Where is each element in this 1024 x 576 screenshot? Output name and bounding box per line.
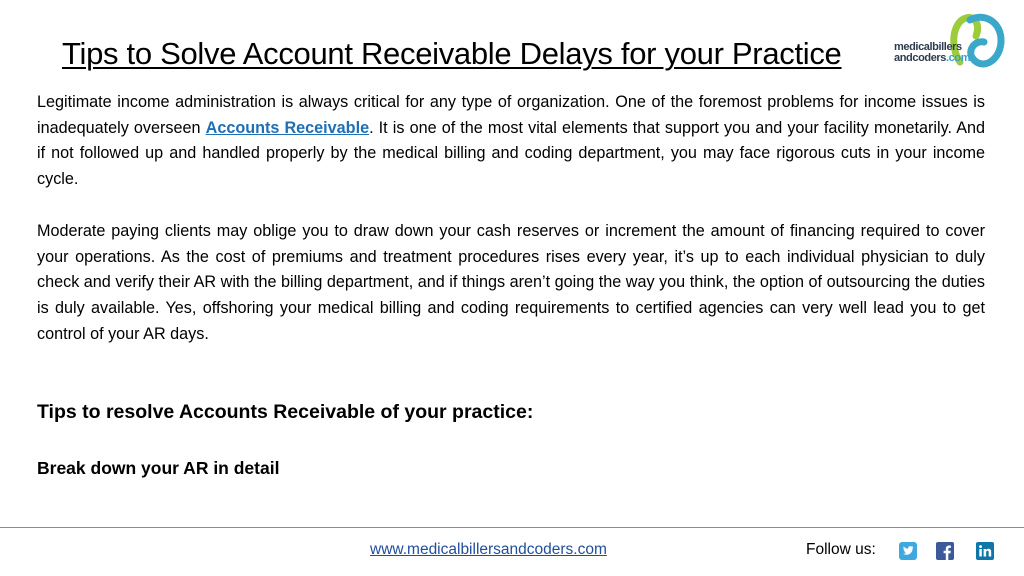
- break-down-heading: Break down your AR in detail: [37, 458, 280, 478]
- twitter-icon[interactable]: [899, 542, 917, 560]
- tips-heading: Tips to resolve Accounts Receivable of your practice:: [37, 401, 534, 423]
- linkedin-icon[interactable]: [976, 542, 994, 560]
- logo-wordmark: [894, 42, 970, 64]
- logo-line1: medicalbillers: [894, 41, 962, 53]
- paragraph-1-text-b: . It is one of the most vital elements that support you and your facility monetarily. And if not followed up and handled properly by the medical billing and coding department, you may face rigorous cuts in your income cycle.: [37, 118, 985, 189]
- footer-divider: [0, 527, 1024, 528]
- website-link[interactable]: www.medicalbillersandcoders.com: [370, 541, 607, 558]
- body-content: [37, 90, 985, 373]
- accounts-receivable-link[interactable]: Accounts Receivable: [205, 118, 370, 137]
- paragraph-2: Moderate paying clients may oblige you to draw down your cash reserves or increment the amount of financing required to cover your operations. As the cost of premiums and treatment procedures rises every year, it’s up to each individual physician to duly check and verify their AR with the billing department, and if things aren’t going the way you think, the option of outsourcing the duties is duly available. Yes, offshoring your medical billing and coding requirements to certified agencies can very well lead you to get control of your AR days.: [37, 221, 985, 343]
- logo-line2-main: andcoders: [894, 52, 947, 64]
- paragraph-1-text-a: Legitimate income administration is always critical for any type of organization. One of the foremost problems for income issues is inadequately overseen: [37, 93, 985, 137]
- logo-line2-domain: .com: [946, 52, 971, 64]
- logo-line2: [894, 53, 970, 64]
- paragraph-1: [37, 90, 985, 193]
- facebook-icon[interactable]: [936, 542, 954, 560]
- slide-title: Tips to Solve Account Receivable Delays for your Practice: [62, 36, 842, 71]
- company-logo[interactable]: [894, 12, 1014, 72]
- follow-us-label: Follow us:: [806, 541, 876, 558]
